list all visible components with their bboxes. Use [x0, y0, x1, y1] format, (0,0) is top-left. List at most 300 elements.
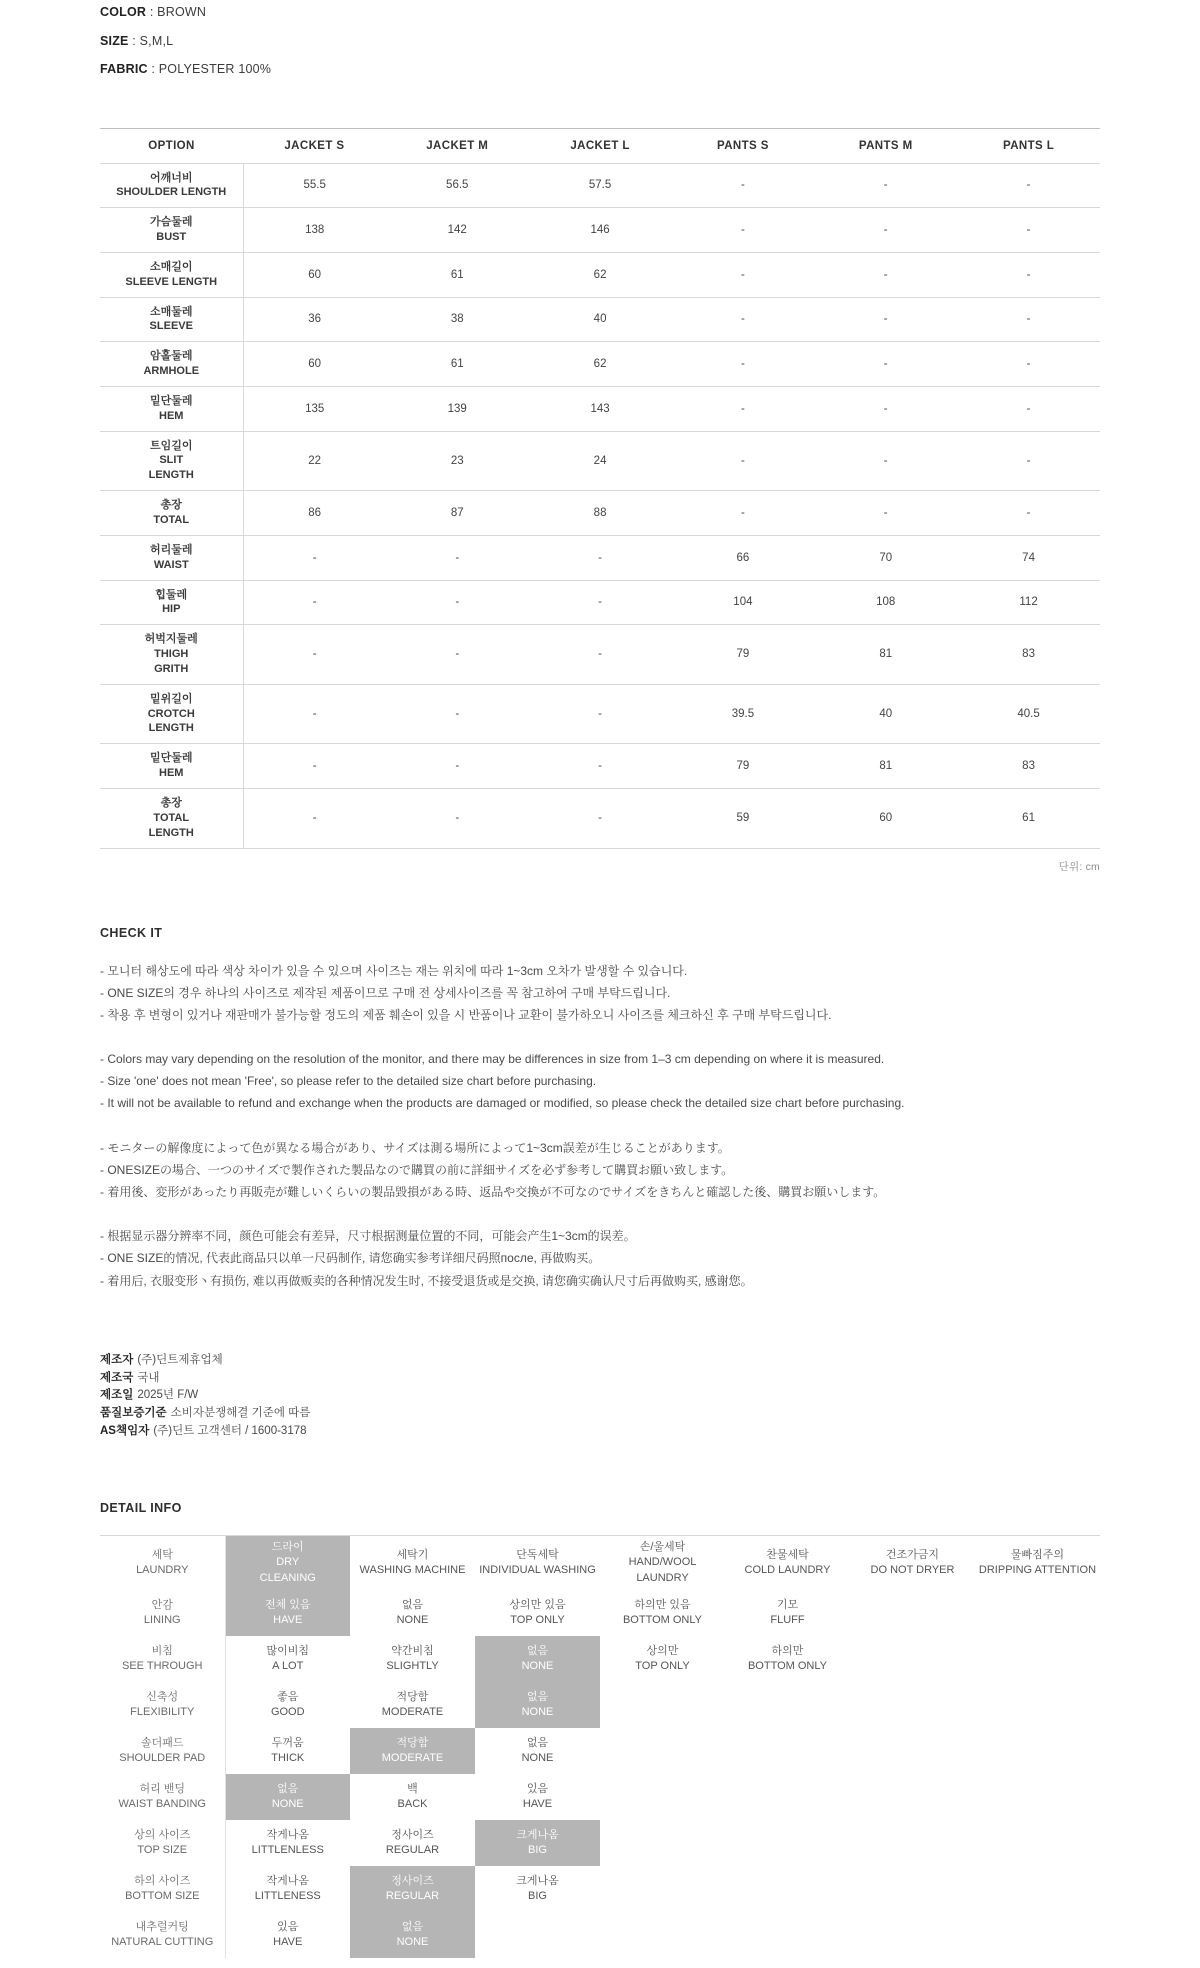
table-header-row: [100, 128, 1100, 163]
detail-info-empty: [725, 1820, 850, 1866]
detail-info-empty: [725, 1866, 850, 1912]
measurement-label-kr: 소매길이: [149, 260, 193, 273]
detail-info-option-kr: 없음: [526, 1690, 549, 1703]
detail-info-empty: [600, 1774, 725, 1820]
measurement-value: 40: [529, 297, 672, 342]
measurement-label: [100, 431, 243, 491]
detail-info-label-en: BOTTOM SIZE: [125, 1889, 200, 1902]
detail-info-option-en: HAVE: [273, 1935, 303, 1948]
detail-info-option-en: NONE: [396, 1935, 429, 1948]
detail-info-label-kr: 솔더패드: [140, 1736, 184, 1749]
detail-info-option-kr: 크게나옴: [516, 1874, 559, 1887]
detail-info-option-en: LITTLENLESS: [251, 1843, 324, 1856]
detail-info-option[interactable]: [350, 1636, 475, 1682]
detail-info-empty: [725, 1728, 850, 1774]
manufacturer-info-value: (주)딘트 고객센터 / 1600-3178: [153, 1425, 307, 1437]
measurement-label-kr: 어깨너비: [149, 171, 193, 184]
manufacturer-info-line: [100, 1387, 1100, 1405]
measurement-value: -: [957, 431, 1100, 491]
table-row: [100, 788, 1100, 848]
spec-row: [100, 63, 1100, 76]
detail-info-row: [100, 1866, 1100, 1912]
measurement-value: -: [386, 744, 529, 789]
table-row: [100, 625, 1100, 685]
measurement-value: 88: [529, 491, 672, 536]
measurement-label-en: BUST: [156, 231, 187, 244]
detail-info-option-en: NONE: [521, 1751, 554, 1764]
detail-info-option[interactable]: [225, 1636, 350, 1682]
detail-info-empty: [600, 1866, 725, 1912]
measurement-value: 56.5: [386, 163, 529, 208]
note-line: - Size 'one' does not mean 'Free', so please refer to the detailed size chart before purchasing.: [100, 1074, 597, 1089]
detail-info-option-kr: 없음: [526, 1736, 549, 1749]
detail-info-label-en: SHOULDER PAD: [119, 1751, 206, 1764]
measurement-label-kr: 허리둘레: [149, 543, 193, 556]
measurement-value: 104: [671, 580, 814, 625]
manufacturer-info-key: 제조자: [100, 1353, 134, 1366]
detail-info-option-kr: 없음: [401, 1598, 424, 1611]
measurement-label-en: ARMHOLE: [143, 365, 200, 378]
detail-info-empty: [850, 1636, 975, 1682]
measurement-value: -: [243, 684, 386, 744]
detail-info-option[interactable]: [475, 1866, 600, 1912]
detail-info-label-en: FLEXIBILITY: [130, 1705, 195, 1718]
table-row: [100, 297, 1100, 342]
measurement-value: 138: [243, 208, 386, 253]
measurement-value: -: [529, 535, 672, 580]
table-row: [100, 744, 1100, 789]
detail-info-option-kr: 하의만 있음: [634, 1598, 691, 1611]
detail-info-empty: [850, 1590, 975, 1636]
measurement-value: 38: [386, 297, 529, 342]
measurement-value: 22: [243, 431, 386, 491]
spec-row: [100, 35, 1100, 48]
detail-info-label-kr: 내추럴커팅: [135, 1920, 189, 1933]
detail-info-empty: [975, 1682, 1100, 1728]
manufacturer-info-key: AS책임자: [100, 1425, 150, 1437]
detail-info-option[interactable]: [350, 1912, 475, 1958]
measurement-value: -: [957, 386, 1100, 431]
detail-info-option[interactable]: [350, 1590, 475, 1636]
measurement-label-kr: 총장: [160, 499, 182, 512]
measurement-value: -: [386, 535, 529, 580]
detail-info-empty: [975, 1728, 1100, 1774]
detail-info-option[interactable]: [225, 1912, 350, 1958]
table-row: [100, 208, 1100, 253]
note-line: - ONE SIZE的情况, 代表此商品只以单一尺码制作, 请您确实参考详细尺码照после, 再做购买。: [100, 1251, 601, 1266]
detail-info-empty: [975, 1590, 1100, 1636]
detail-info-label: [100, 1912, 225, 1958]
note-line: - 着用後、変形があったり再販売が難しいくらいの製品毀損がある時、返品や交換が不可なのでサイズをきちんと確認した後、購買お願いします。: [100, 1185, 886, 1199]
manufacturer-info-key: 품질보증기준: [100, 1407, 167, 1420]
table-row: [100, 252, 1100, 297]
manufacturer-info: [100, 1352, 1100, 1441]
measurement-value: 60: [814, 788, 957, 848]
measurement-value: -: [386, 684, 529, 744]
detail-info-option-kr: 좋음: [277, 1690, 299, 1703]
detail-info-label-en: SEE THROUGH: [122, 1659, 203, 1672]
detail-info-option-en: CLEANING: [259, 1571, 316, 1584]
measurement-value: -: [957, 297, 1100, 342]
measurement-label: [100, 342, 243, 387]
measurement-value: -: [529, 684, 672, 744]
detail-info-option[interactable]: [475, 1535, 600, 1590]
detail-info-row: [100, 1535, 1100, 1590]
detail-info-option[interactable]: [350, 1820, 475, 1866]
measurement-label: [100, 744, 243, 789]
detail-info-label: [100, 1682, 225, 1728]
table-row: [100, 491, 1100, 536]
detail-info-option-en: DRIPPING ATTENTION: [978, 1563, 1097, 1576]
measurement-value: 61: [386, 252, 529, 297]
detail-info-option[interactable]: [475, 1636, 600, 1682]
detail-info-option-en: FLUFF: [770, 1613, 805, 1626]
measurement-value: 112: [957, 580, 1100, 625]
measurement-value: 79: [671, 625, 814, 685]
detail-info-option-en: TOP ONLY: [510, 1613, 565, 1626]
note-line: - Colors may vary depending on the resolution of the monitor, and there may be differences in size from 1–3 cm depending on where it is measured.: [100, 1052, 885, 1067]
detail-info-option-en: A LOT: [272, 1659, 304, 1672]
detail-info-option-en: TOP ONLY: [635, 1659, 690, 1672]
detail-info-empty: [850, 1866, 975, 1912]
detail-info-empty: [600, 1820, 725, 1866]
detail-info-label: [100, 1636, 225, 1682]
detail-info-option[interactable]: [350, 1535, 475, 1590]
detail-info-label: [100, 1820, 225, 1866]
measurement-value: 66: [671, 535, 814, 580]
measurement-value: 135: [243, 386, 386, 431]
measurement-label: [100, 788, 243, 848]
measurement-value: 57.5: [529, 163, 672, 208]
note-block: [100, 1137, 1100, 1204]
detail-info-option-en: NONE: [521, 1659, 554, 1672]
manufacturer-info-key: 제조일: [100, 1389, 134, 1402]
detail-info-option-en: REGULAR: [385, 1843, 440, 1856]
column-header-pants-s: PANTS S: [671, 128, 814, 163]
detail-info-option[interactable]: [350, 1682, 475, 1728]
measurement-value: 55.5: [243, 163, 386, 208]
detail-info-option-en: DO NOT DRYER: [870, 1563, 955, 1576]
detail-info-title: DETAIL INFO: [100, 1500, 182, 1515]
detail-info-table: [100, 1535, 1100, 1958]
size-chart-body: [100, 163, 1100, 848]
detail-info-label-kr: 신축성: [146, 1690, 179, 1703]
detail-info-option-en: BACK: [397, 1797, 428, 1810]
detail-info-option-kr: 손/울세탁: [639, 1540, 686, 1553]
detail-info-row: [100, 1682, 1100, 1728]
detail-info-option-kr: 백: [407, 1782, 418, 1795]
detail-info-option-en: BIG: [528, 1889, 547, 1902]
note-block: [100, 1225, 1100, 1292]
note-line: - It will not be available to refund and exchange when the products are damaged or modified, so please check the detailed size chart before purchasing.: [100, 1096, 905, 1111]
detail-info-empty: [975, 1820, 1100, 1866]
measurement-value: -: [957, 252, 1100, 297]
detail-info-empty: [850, 1728, 975, 1774]
measurement-value: -: [671, 252, 814, 297]
measurement-value: 81: [814, 744, 957, 789]
note-block: [100, 960, 1100, 1027]
detail-info-option-kr: 단독세탁: [516, 1548, 559, 1561]
manufacturer-info-value: 2025년 F/W: [137, 1389, 199, 1402]
measurement-value: 60: [243, 342, 386, 387]
detail-info-option[interactable]: [975, 1535, 1100, 1590]
detail-info-option[interactable]: [225, 1590, 350, 1636]
measurement-label: [100, 208, 243, 253]
detail-info-option-kr: 전체 있음: [264, 1598, 311, 1611]
detail-info-option[interactable]: [225, 1820, 350, 1866]
measurement-value: -: [671, 491, 814, 536]
detail-info-label-kr: 허리 밴딩: [139, 1782, 186, 1795]
detail-info-option-kr: 크게나옴: [516, 1828, 559, 1841]
measurement-label: [100, 252, 243, 297]
measurement-value: 60: [243, 252, 386, 297]
spec-row: [100, 6, 1100, 19]
detail-info-option[interactable]: [475, 1590, 600, 1636]
measurement-value: -: [671, 386, 814, 431]
check-it-notes: [100, 960, 1100, 1292]
detail-info-row: [100, 1774, 1100, 1820]
detail-info-option[interactable]: [475, 1774, 600, 1820]
detail-info-option[interactable]: [225, 1774, 350, 1820]
measurement-value: -: [671, 297, 814, 342]
spec-key: COLOR: [100, 5, 147, 19]
detail-info-empty: [725, 1682, 850, 1728]
detail-info-option-en: NONE: [271, 1797, 304, 1810]
detail-info-option[interactable]: [725, 1636, 850, 1682]
measurement-value: -: [814, 491, 957, 536]
detail-info-option-kr: 작게나옴: [266, 1874, 309, 1887]
detail-info-option[interactable]: [725, 1590, 850, 1636]
measurement-value: -: [243, 535, 386, 580]
manufacturer-info-line: [100, 1370, 1100, 1388]
measurement-label: [100, 580, 243, 625]
detail-info-option-kr: 없음: [526, 1644, 549, 1657]
measurement-value: 59: [671, 788, 814, 848]
measurement-label-en: SHOULDER LENGTH: [116, 186, 227, 199]
detail-info-option[interactable]: [350, 1728, 475, 1774]
measurement-label-kr: 힙둘레: [155, 588, 188, 601]
measurement-value: 143: [529, 386, 672, 431]
measurement-label-en: TOTAL: [153, 811, 190, 824]
measurement-value: -: [386, 580, 529, 625]
detail-info-row: [100, 1912, 1100, 1958]
measurement-label-en: LENGTH: [148, 826, 194, 839]
manufacturer-info-key: 제조국: [100, 1371, 134, 1384]
measurement-value: -: [386, 788, 529, 848]
table-row: [100, 163, 1100, 208]
detail-info-option-en: SLIGHTLY: [386, 1659, 439, 1672]
detail-info-label-kr: 안감: [151, 1598, 173, 1611]
measurement-value: 83: [957, 625, 1100, 685]
measurement-value: -: [529, 625, 672, 685]
measurement-value: -: [814, 431, 957, 491]
measurement-label: [100, 386, 243, 431]
detail-info-option-en: THICK: [271, 1751, 305, 1764]
measurement-label-kr: 가슴둘레: [149, 216, 193, 229]
measurement-value: 62: [529, 342, 672, 387]
detail-info-option-kr: 있음: [277, 1920, 299, 1933]
size-unit-note: 단위: cm: [1058, 860, 1100, 873]
manufacturer-info-line: [100, 1352, 1100, 1370]
measurement-label-en: LENGTH: [148, 469, 194, 482]
detail-info-option-kr: 작게나옴: [266, 1828, 309, 1841]
detail-info-option[interactable]: [225, 1682, 350, 1728]
detail-info-option-kr: 적당함: [396, 1736, 429, 1749]
measurement-value: 70: [814, 535, 957, 580]
detail-info-empty: [600, 1682, 725, 1728]
detail-info-option-en: BOTTOM ONLY: [622, 1613, 703, 1626]
column-header-pants-l: PANTS L: [957, 128, 1100, 163]
measurement-label-en: CROTCH: [147, 707, 195, 720]
table-row: [100, 342, 1100, 387]
detail-info-option-en: BOTTOM ONLY: [747, 1659, 828, 1672]
detail-info-option[interactable]: [725, 1535, 850, 1590]
detail-info-row: [100, 1820, 1100, 1866]
detail-info-option-en: COLD LAUNDRY: [744, 1563, 831, 1576]
detail-info-empty: [975, 1866, 1100, 1912]
column-header-pants-m: PANTS M: [814, 128, 957, 163]
detail-info-option-en: MODERATE: [381, 1751, 444, 1764]
detail-info-option-kr: 정사이즈: [391, 1874, 434, 1887]
product-spec-list: [100, 0, 1100, 76]
table-row: [100, 535, 1100, 580]
measurement-value: -: [243, 580, 386, 625]
detail-info-option[interactable]: [350, 1866, 475, 1912]
measurement-value: -: [529, 744, 672, 789]
measurement-label-en: LENGTH: [148, 722, 194, 735]
measurement-value: -: [529, 788, 672, 848]
measurement-value: -: [957, 491, 1100, 536]
detail-info-empty: [475, 1912, 600, 1958]
detail-info-option[interactable]: [475, 1820, 600, 1866]
measurement-value: -: [529, 580, 672, 625]
measurement-value: 139: [386, 386, 529, 431]
detail-info-option[interactable]: [350, 1774, 475, 1820]
measurement-value: 74: [957, 535, 1100, 580]
measurement-value: 61: [386, 342, 529, 387]
measurement-value: 86: [243, 491, 386, 536]
size-chart-table: [100, 128, 1100, 849]
measurement-value: 36: [243, 297, 386, 342]
column-header-jacket-m: JACKET M: [386, 128, 529, 163]
spec-value: : S,M,L: [132, 33, 174, 48]
detail-info-empty: [725, 1774, 850, 1820]
note-line: - ONE SIZE의 경우 하나의 사이즈로 제작된 제품이므로 구매 전 상세사이즈를 꼭 참고하여 구매 부탁드립니다.: [100, 985, 671, 1000]
detail-info-empty: [850, 1774, 975, 1820]
detail-info-label-en: NATURAL CUTTING: [111, 1935, 214, 1948]
detail-info-option[interactable]: [600, 1590, 725, 1636]
measurement-label-kr: 밑단둘레: [149, 752, 193, 765]
detail-info-option-kr: 건조가금지: [885, 1548, 940, 1561]
detail-info-label: [100, 1590, 225, 1636]
measurement-value: -: [814, 163, 957, 208]
detail-info-empty: [975, 1912, 1100, 1958]
detail-info-option[interactable]: [225, 1728, 350, 1774]
note-line: - 根据显示器分辨率不同，颜色可能会有差异，尺寸根据测量位置的不同，可能会产生1~3cm的误差。: [100, 1229, 636, 1244]
detail-info-option[interactable]: [850, 1535, 975, 1590]
measurement-value: -: [386, 625, 529, 685]
spec-value: : BROWN: [149, 5, 207, 19]
measurement-value: 61: [957, 788, 1100, 848]
detail-info-option-en: NONE: [396, 1613, 429, 1626]
column-header-jacket-l: JACKET L: [529, 128, 672, 163]
measurement-value: -: [957, 342, 1100, 387]
detail-info-option-kr: 상의만 있음: [509, 1598, 566, 1611]
measurement-value: -: [814, 342, 957, 387]
detail-info-empty: [850, 1820, 975, 1866]
detail-info-option-en: GOOD: [270, 1705, 305, 1718]
detail-info-option-en: WASHING MACHINE: [359, 1563, 466, 1576]
detail-info-option-en: HAVE: [273, 1613, 303, 1626]
detail-info-empty: [975, 1774, 1100, 1820]
column-header-jacket-s: JACKET S: [243, 128, 386, 163]
detail-info-option[interactable]: [225, 1866, 350, 1912]
detail-info-label-kr: 상의 사이즈: [134, 1828, 191, 1841]
detail-info-row: [100, 1636, 1100, 1682]
note-line: - 着用后, 衣服变形丶有损伤, 难以再做贩卖的各种情况发生时, 不接受退货或是交换, 请您确实确认尺寸后再做购买, 感谢您。: [100, 1273, 753, 1288]
detail-info-option[interactable]: [475, 1728, 600, 1774]
measurement-value: -: [243, 625, 386, 685]
detail-info-label-en: LAUNDRY: [136, 1563, 189, 1576]
measurement-label-kr: 밑위길이: [149, 692, 193, 705]
measurement-label-kr: 총장: [160, 796, 182, 809]
measurement-label: [100, 491, 243, 536]
detail-info-option-kr: 없음: [277, 1782, 299, 1795]
note-line: - モニターの解像度によって色が異なる場合があり、サイズは測る場所によって1~3cm誤差が生じることがあります。: [100, 1140, 730, 1155]
spec-key: SIZE: [100, 33, 129, 48]
detail-info-option-en: DRY: [276, 1556, 300, 1569]
detail-info-label-kr: 비침: [151, 1644, 173, 1657]
detail-info-option-en: BIG: [528, 1843, 547, 1856]
detail-info-empty: [600, 1728, 725, 1774]
measurement-value: 142: [386, 208, 529, 253]
detail-info-option-en: HAND/WOOL LAUNDRY: [628, 1556, 697, 1584]
measurement-value: 40: [814, 684, 957, 744]
measurement-label-en: TOTAL: [153, 514, 190, 526]
detail-info-option-en: HAVE: [522, 1797, 553, 1810]
measurement-value: -: [671, 208, 814, 253]
measurement-value: 62: [529, 252, 672, 297]
detail-info-option-kr: 정사이즈: [391, 1828, 434, 1841]
measurement-label-en: SLEEVE: [149, 320, 193, 333]
detail-info-option[interactable]: [600, 1636, 725, 1682]
detail-info-option-kr: 많이비침: [266, 1644, 309, 1657]
measurement-value: -: [957, 163, 1100, 208]
measurement-value: 39.5: [671, 684, 814, 744]
measurement-value: 87: [386, 491, 529, 536]
check-it-section: [100, 926, 1100, 1292]
manufacturer-info-value: 소비자분쟁해결 기준에 따름: [170, 1407, 311, 1420]
measurement-value: -: [671, 431, 814, 491]
detail-info-option-en: NONE: [521, 1705, 554, 1718]
detail-info-option[interactable]: [475, 1682, 600, 1728]
manufacturer-info-line: [100, 1423, 1100, 1441]
detail-info-option[interactable]: [225, 1535, 350, 1590]
measurement-label-en: HIP: [162, 603, 181, 616]
detail-info-option-kr: 드라이: [271, 1540, 304, 1553]
measurement-value: -: [814, 252, 957, 297]
detail-info-option[interactable]: [600, 1535, 725, 1590]
measurement-value: -: [671, 342, 814, 387]
measurement-label-kr: 밑단둘레: [149, 394, 193, 407]
detail-info-option-kr: 두꺼움: [271, 1736, 304, 1749]
detail-info-empty: [600, 1912, 725, 1958]
detail-info-empty: [975, 1636, 1100, 1682]
manufacturer-info-value: 국내: [137, 1371, 160, 1384]
detail-info-option-en: MODERATE: [381, 1705, 444, 1718]
detail-info-label-en: LINING: [143, 1613, 181, 1626]
detail-info-option-kr: 있음: [526, 1782, 549, 1795]
